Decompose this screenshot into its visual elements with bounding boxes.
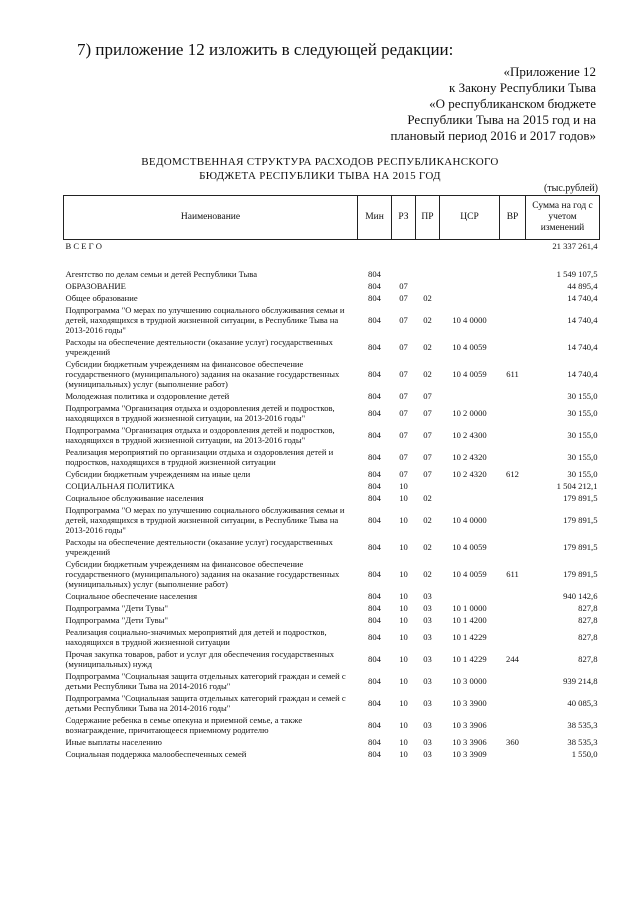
- cell-sum: 1 549 107,5: [556, 269, 598, 279]
- cell-min: 804: [368, 469, 381, 479]
- cell-rz: 07: [399, 391, 408, 401]
- cell-rz: 10: [399, 632, 408, 642]
- cell-vr: [500, 614, 526, 626]
- annex-header: [390, 64, 596, 144]
- cell-vr: [500, 692, 526, 714]
- cell-pr: 03: [423, 737, 432, 747]
- cell-name: Подпрограмма "Социальная защита отдельных категорий граждан и семей с детьми Республики Тыва на 2014-2016 годы": [65, 671, 346, 691]
- cell-sum: 1 504 212,1: [556, 481, 598, 491]
- cell-vr: [500, 536, 526, 558]
- cell-name: ОБРАЗОВАНИЕ: [65, 281, 126, 291]
- cell-min: 804: [368, 698, 381, 708]
- cell-name: [64, 252, 358, 268]
- cell-sum: 21 337 261,4: [552, 241, 598, 251]
- cell-vr: [500, 748, 526, 760]
- table-row: [64, 692, 600, 714]
- cell-vr: [500, 714, 526, 736]
- cell-rz: 10: [399, 569, 408, 579]
- cell-min: 804: [368, 493, 381, 503]
- table-row: [64, 446, 600, 468]
- cell-min: 804: [368, 408, 381, 418]
- cell-name: Социальное обеспечение населения: [65, 591, 198, 601]
- cell-min: 804: [368, 315, 381, 325]
- cell-sum: 30 155,0: [567, 391, 598, 401]
- cell-min: 804: [368, 569, 381, 579]
- cell-sum: 14 740,4: [567, 293, 598, 303]
- cell-csr: 10 3 3906: [452, 737, 487, 747]
- header-name: Наименование: [64, 196, 358, 240]
- cell-pr: 02: [423, 542, 432, 552]
- cell-pr: 03: [423, 720, 432, 730]
- table-row: [64, 748, 600, 760]
- cell-name: СОЦИАЛЬНАЯ ПОЛИТИКА: [65, 481, 175, 491]
- cell-pr: 02: [423, 293, 432, 303]
- cell-vr: [500, 626, 526, 648]
- cell-pr: 07: [423, 408, 432, 418]
- cell-csr: 10 1 4229: [452, 632, 487, 642]
- cell-sum: 44 895,4: [567, 281, 598, 291]
- cell-csr: 10 1 0000: [452, 603, 487, 613]
- cell-csr: 10 2 4320: [452, 452, 487, 462]
- cell-vr: [500, 292, 526, 304]
- table-row: [64, 480, 600, 492]
- cell-sum: 38 535,3: [567, 720, 598, 730]
- cell-sum: 827,8: [578, 603, 598, 613]
- cell-vr: [500, 268, 526, 280]
- cell-pr: 03: [423, 676, 432, 686]
- cell-csr: 10 3 3909: [452, 749, 487, 759]
- cell-name: Агентство по делам семьи и детей Республики Тыва: [65, 269, 258, 279]
- cell-name: Прочая закупка товаров, работ и услуг для обеспечения государственных (муниципальных) нужд: [65, 649, 335, 669]
- cell-pr: 02: [423, 569, 432, 579]
- cell-vr: [500, 670, 526, 692]
- cell-min: 804: [368, 632, 381, 642]
- cell-name: Субсидии бюджетным учреждениям на финансовое обеспечение государственного (муниципального) задания на оказание государственных (муниципальных) услуг (выполнение работ): [65, 559, 340, 589]
- annex-line: «О республиканском бюджете: [429, 96, 596, 111]
- cell-sum: 179 891,5: [563, 515, 598, 525]
- cell-min: 804: [368, 391, 381, 401]
- table-row: [64, 402, 600, 424]
- cell-csr: 10 2 4300: [452, 430, 487, 440]
- table-row: [64, 358, 600, 390]
- cell-name: Субсидии бюджетным учреждениям на иные цели: [65, 469, 251, 479]
- cell-rz: [392, 240, 416, 253]
- cell-min: 804: [368, 615, 381, 625]
- table-row: [64, 252, 600, 268]
- cell-vr: [500, 336, 526, 358]
- cell-name: Социальное обслуживание населения: [65, 493, 204, 503]
- cell-pr: 07: [423, 452, 432, 462]
- table-row: [64, 240, 600, 253]
- cell-csr: 10 3 0000: [452, 676, 487, 686]
- table-row: [64, 736, 600, 748]
- cell-sum: 38 535,3: [567, 737, 598, 747]
- cell-csr: [440, 280, 500, 292]
- cell-min: 804: [368, 654, 381, 664]
- header-rz: РЗ: [392, 196, 416, 240]
- cell-name: Подпрограмма "Дети Тувы": [65, 603, 168, 613]
- table-row: [64, 390, 600, 402]
- table-row: [64, 504, 600, 536]
- header-csr: ЦСР: [440, 196, 500, 240]
- cell-sum: 14 740,4: [567, 315, 598, 325]
- cell-name: Социальная поддержка малообеспеченных семей: [65, 749, 247, 759]
- cell-rz: 07: [399, 342, 408, 352]
- cell-pr: [416, 280, 440, 292]
- cell-min: 804: [368, 430, 381, 440]
- cell-vr: [500, 402, 526, 424]
- cell-name: Расходы на обеспечение деятельности (оказание услуг) государственных учреждений: [65, 537, 333, 557]
- cell-rz: 10: [399, 493, 408, 503]
- cell-sum: 30 155,0: [567, 469, 598, 479]
- cell-pr: 02: [423, 515, 432, 525]
- cell-min: 804: [368, 452, 381, 462]
- cell-sum: 40 085,3: [567, 698, 598, 708]
- cell-vr: [500, 446, 526, 468]
- cell-min: [358, 240, 392, 253]
- cell-min: 804: [368, 369, 381, 379]
- document-title: [0, 155, 640, 183]
- cell-min: 804: [368, 342, 381, 352]
- cell-pr: 02: [423, 342, 432, 352]
- cell-min: 804: [368, 591, 381, 601]
- cell-vr: 611: [506, 369, 519, 379]
- cell-csr: 10 4 0059: [452, 369, 487, 379]
- cell-vr: 360: [506, 737, 519, 747]
- cell-rz: 10: [399, 698, 408, 708]
- units-label: (тыс.рублей): [543, 183, 598, 194]
- cell-csr: [440, 240, 500, 253]
- title-line: ВЕДОМСТВЕННАЯ СТРУКТУРА РАСХОДОВ РЕСПУБЛИКАНСКОГО: [141, 156, 499, 168]
- cell-rz: [392, 268, 416, 280]
- table-row: [64, 336, 600, 358]
- cell-sum: 30 155,0: [567, 430, 598, 440]
- cell-pr: [416, 268, 440, 280]
- cell-min: 804: [368, 603, 381, 613]
- cell-pr: 02: [423, 369, 432, 379]
- cell-csr: [440, 268, 500, 280]
- cell-sum: 179 891,5: [563, 569, 598, 579]
- cell-csr: 10 4 0059: [452, 542, 487, 552]
- cell-min: 804: [368, 749, 381, 759]
- cell-rz: 10: [399, 720, 408, 730]
- cell-rz: 10: [399, 481, 408, 491]
- cell-pr: 07: [423, 430, 432, 440]
- cell-sum: 827,8: [578, 632, 598, 642]
- cell-vr: [500, 504, 526, 536]
- cell-pr: 03: [423, 654, 432, 664]
- cell-rz: 10: [399, 603, 408, 613]
- cell-rz: 07: [399, 293, 408, 303]
- cell-min: 804: [368, 269, 381, 279]
- cell-pr: [416, 252, 440, 268]
- cell-rz: 10: [399, 591, 408, 601]
- cell-csr: [440, 492, 500, 504]
- cell-name: Подпрограмма "Организация отдыха и оздоровления детей и подростков, находящихся в трудной жизненной ситуации, на 2013-2016 годы": [65, 403, 335, 423]
- cell-csr: 10 4 0000: [452, 515, 487, 525]
- cell-csr: [440, 590, 500, 602]
- header-vr: ВР: [500, 196, 526, 240]
- cell-pr: 03: [423, 615, 432, 625]
- table-row: [64, 492, 600, 504]
- cell-min: 804: [368, 676, 381, 686]
- cell-csr: 10 4 0000: [452, 315, 487, 325]
- cell-name: Подпрограмма "Организация отдыха и оздоровления детей и подростков, находящихся в трудной жизненной ситуации, на 2013-2016 годы": [65, 425, 335, 445]
- annex-line: «Приложение 12: [503, 64, 596, 79]
- cell-vr: [500, 390, 526, 402]
- cell-pr: [416, 480, 440, 492]
- cell-sum: 30 155,0: [567, 408, 598, 418]
- cell-csr: 10 3 3906: [452, 720, 487, 730]
- cell-vr: [500, 424, 526, 446]
- cell-min: 804: [368, 720, 381, 730]
- cell-name: Подпрограмма "Дети Тувы": [65, 615, 168, 625]
- table-header-row: [64, 196, 600, 240]
- cell-csr: 10 4 0059: [452, 569, 487, 579]
- cell-name: Реализация социально-значимых мероприятий для детей и подростков, находящихся в трудной жизненной ситуации: [65, 627, 327, 647]
- cell-pr: 03: [423, 698, 432, 708]
- table-row: [64, 590, 600, 602]
- cell-csr: [440, 292, 500, 304]
- cell-min: 804: [368, 515, 381, 525]
- cell-rz: 07: [399, 315, 408, 325]
- cell-vr: 244: [506, 654, 519, 664]
- cell-name: Расходы на обеспечение деятельности (оказание услуг) государственных учреждений: [65, 337, 333, 357]
- cell-name: Подпрограмма "О мерах по улучшению социального обслуживания семьи и детей, находящихся в трудной жизненной ситуации, в Республике Тыва на 2013-2016 годы": [65, 305, 345, 335]
- cell-vr: [500, 492, 526, 504]
- cell-rz: 07: [399, 430, 408, 440]
- cell-csr: 10 1 4229: [452, 654, 487, 664]
- cell-pr: 07: [423, 469, 432, 479]
- cell-vr: [500, 240, 526, 253]
- table-row: [64, 602, 600, 614]
- cell-rz: 10: [399, 654, 408, 664]
- cell-sum: 179 891,5: [563, 493, 598, 503]
- cell-sum: 30 155,0: [567, 452, 598, 462]
- cell-min: 804: [368, 542, 381, 552]
- budget-table: [63, 195, 600, 760]
- table-row: [64, 304, 600, 336]
- cell-vr: [500, 590, 526, 602]
- cell-sum: [526, 252, 600, 268]
- cell-pr: [416, 240, 440, 253]
- table-row: [64, 292, 600, 304]
- cell-pr: 03: [423, 591, 432, 601]
- cell-name: Реализация мероприятий по организации отдыха и оздоровления детей и подростков, находящихся в трудной жизненной ситуации: [65, 447, 334, 467]
- cell-pr: 03: [423, 749, 432, 759]
- cell-name: Молодежная политика и оздоровление детей: [65, 391, 230, 401]
- table-row: [64, 280, 600, 292]
- cell-vr: [500, 252, 526, 268]
- cell-rz: 07: [399, 452, 408, 462]
- table-row: [64, 714, 600, 736]
- cell-pr: 03: [423, 603, 432, 613]
- cell-name: В С Е Г О: [65, 241, 102, 251]
- cell-vr: [500, 280, 526, 292]
- cell-rz: 07: [399, 408, 408, 418]
- cell-rz: 10: [399, 749, 408, 759]
- cell-name: Подпрограмма "О мерах по улучшению социального обслуживания семьи и детей, находящихся в трудной жизненной ситуации, в Республике Тыва на 2013-2016 годы": [65, 505, 345, 535]
- cell-name: Субсидии бюджетным учреждениям на финансовое обеспечение государственного (муниципального) задания на оказание государственных (муниципальных) услуг (выполнение работ): [65, 359, 340, 389]
- cell-name: Содержание ребенка в семье опекуна и приемной семье, а также вознаграждение, причитающееся приемному родителю: [65, 715, 303, 735]
- cell-pr: 02: [423, 315, 432, 325]
- cell-csr: [440, 480, 500, 492]
- cell-rz: 07: [399, 469, 408, 479]
- cell-vr: [500, 602, 526, 614]
- header-min: Мин: [358, 196, 392, 240]
- cell-rz: 10: [399, 676, 408, 686]
- cell-name: Иные выплаты населению: [65, 737, 162, 747]
- table-row: [64, 424, 600, 446]
- cell-csr: [440, 252, 500, 268]
- cell-rz: 07: [399, 281, 408, 291]
- cell-vr: 611: [506, 569, 519, 579]
- cell-sum: 14 740,4: [567, 342, 598, 352]
- cell-vr: [500, 480, 526, 492]
- cell-sum: 940 142,6: [563, 591, 598, 601]
- cell-sum: 179 891,5: [563, 542, 598, 552]
- cell-vr: [500, 304, 526, 336]
- cell-min: 804: [368, 481, 381, 491]
- cell-min: 804: [368, 737, 381, 747]
- cell-csr: 10 4 0059: [452, 342, 487, 352]
- cell-csr: [440, 390, 500, 402]
- cell-csr: 10 2 0000: [452, 408, 487, 418]
- table-row: [64, 614, 600, 626]
- cell-min: 804: [368, 281, 381, 291]
- cell-csr: 10 2 4320: [452, 469, 487, 479]
- table-row: [64, 558, 600, 590]
- table-row: [64, 648, 600, 670]
- cell-sum: 827,8: [578, 654, 598, 664]
- annex-line: к Закону Республики Тыва: [449, 80, 596, 95]
- cell-sum: 827,8: [578, 615, 598, 625]
- cell-pr: 07: [423, 391, 432, 401]
- annex-line: Республики Тыва на 2015 год и на: [407, 112, 596, 127]
- cell-rz: 07: [399, 369, 408, 379]
- cell-vr: 612: [506, 469, 519, 479]
- title-line: БЮДЖЕТА РЕСПУБЛИКИ ТЫВА НА 2015 ГОД: [199, 170, 441, 182]
- cell-rz: 10: [399, 542, 408, 552]
- table-row: [64, 626, 600, 648]
- intro-paragraph: 7) приложение 12 изложить в следующей редакции:: [77, 40, 454, 59]
- cell-sum: 939 214,8: [563, 676, 598, 686]
- cell-csr: 10 3 3900: [452, 698, 487, 708]
- table-row: [64, 670, 600, 692]
- cell-rz: [392, 252, 416, 268]
- cell-rz: 10: [399, 615, 408, 625]
- table-row: [64, 268, 600, 280]
- header-pr: ПР: [416, 196, 440, 240]
- header-sum: Сумма на год с учетом изменений: [526, 196, 600, 240]
- cell-sum: 1 550,0: [571, 749, 598, 759]
- cell-pr: 03: [423, 632, 432, 642]
- cell-min: 804: [368, 293, 381, 303]
- cell-csr: 10 1 4200: [452, 615, 487, 625]
- cell-rz: 10: [399, 737, 408, 747]
- cell-name: Общее образование: [65, 293, 138, 303]
- cell-sum: 14 740,4: [567, 369, 598, 379]
- cell-min: [358, 252, 392, 268]
- cell-rz: 10: [399, 515, 408, 525]
- cell-name: Подпрограмма "Социальная защита отдельных категорий граждан и семей с детьми Республики Тыва на 2014-2016 годы": [65, 693, 346, 713]
- table-row: [64, 536, 600, 558]
- cell-pr: 02: [423, 493, 432, 503]
- table-row: [64, 468, 600, 480]
- annex-line: плановый период 2016 и 2017 годов»: [390, 128, 596, 143]
